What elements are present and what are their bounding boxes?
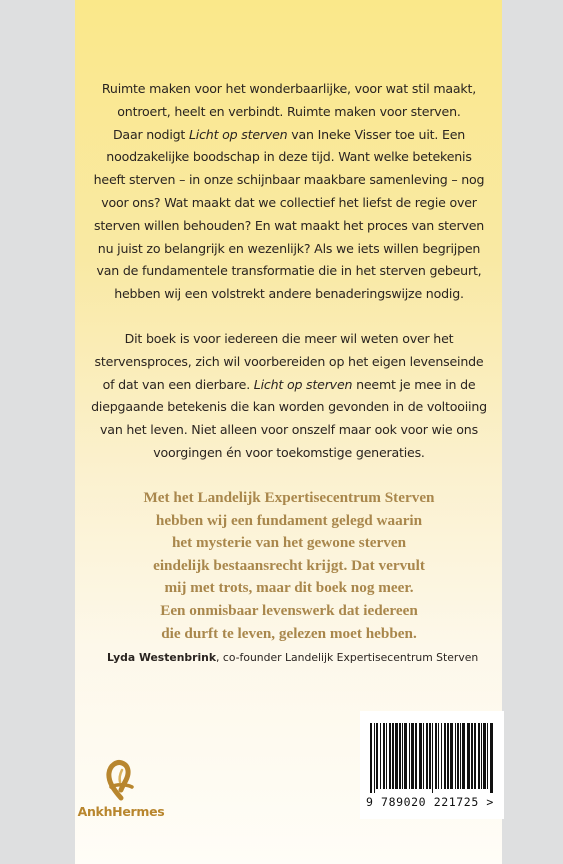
isbn-barcode [360,711,504,819]
blurb-paragraph-2 [78,328,500,465]
blurb-line: ontroert, heelt en verbindt. Ruimte maken voor sterven. [117,103,461,119]
barcode-bar [404,723,407,789]
barcode-bar [395,723,398,789]
barcode-bar [444,723,446,789]
blurb-line: diepgaande betekenis die kan worden gevonden in de voltooiing [91,399,487,415]
blurb-line: nu juist zo belangrijk en wezenlijk? Als we iets willen begrijpen [97,240,481,256]
blurb-line: voorgingen én voor toekomstige generaties. [153,444,425,460]
barcode-bar [467,723,470,789]
barcode-bar [415,723,417,789]
quote-line: Een onmisbaar levenswerk dat iedereen [160,601,418,619]
blurb-text: neemt je mee in de [352,376,476,392]
blurb-line: stervensproces, zich wil voorbereiden op het eigen levenseinde [94,353,484,369]
blurb-line: heeft sterven – in onze schijnbaar maakbare samenleving – nog [93,172,485,188]
barcode-bar [402,723,403,789]
publisher-name: AnkhHermes [77,804,165,819]
blurb-line: Ruimte maken voor het wonderbaarlijke, voor wat stil maakt, [101,81,477,96]
barcode-bar [460,723,461,789]
book-title: Licht op sterven [253,376,353,392]
barcode-bar [376,723,378,789]
barcode-bar [457,723,459,789]
quote-line: die durft te leven, gelezen moet hebben. [161,624,417,642]
attribution-name: Lyda Westenbrink [107,651,217,664]
barcode-bar [432,723,433,793]
blurb-paragraph-1 [78,78,500,306]
barcode-bar [481,723,482,789]
blurb-line: sterven willen behouden? En wat maakt het proces van sterven [93,217,485,233]
barcode-bar [370,723,372,793]
quote-line: Met het Landelijk Expertisecentrum Sterven [143,489,435,506]
barcode-bars [370,723,494,793]
barcode-bar [478,723,480,789]
blurb-line: noodzakelijke boodschap in deze tijd. Want welke betekenis [106,149,472,165]
barcode-bar [435,723,437,789]
quote-line: hebben wij een fundament gelegd waarin [155,511,423,529]
blurb-line [78,124,500,147]
ankh-logo-icon [76,756,166,806]
barcode-bar [399,723,401,789]
barcode-bar [447,723,449,789]
barcode-bar [374,723,375,793]
quote-line: het mysterie van het gewone sterven [171,534,407,552]
blurb-text: of dat van een dierbare. [102,376,254,392]
barcode-bar [411,723,414,789]
blurb-line [78,374,500,397]
endorsement-quote [78,487,500,645]
barcode-bar [450,723,453,789]
attribution-role: , co-founder Landelijk Expertisecentrum Sterven [216,651,479,664]
barcode-bar [380,723,381,789]
publisher-logo [76,756,166,826]
blurb-line: Dit boek is voor iedereen die meer wil weten over het [124,331,454,346]
barcode-bar [389,723,391,789]
quote-line: mij met trots, maar dit boek nog meer. [164,579,414,597]
blurb-text: van Ineke Visser toe uit. Een [287,126,466,142]
blurb-line: hebben wij een volstrekt andere benaderingswijze nodig. [114,286,464,302]
barcode-bar [429,723,431,789]
barcode-bar [438,723,439,789]
barcode-bar [426,723,428,789]
barcode-bar [383,723,385,789]
barcode-bar [455,723,456,789]
blurb-text: Daar nodigt [112,126,189,142]
quote-line: eindelijk bestaansrecht krijgt. Dat vervult [153,556,425,574]
barcode-bar [419,723,422,789]
blurb-line: van de fundamentele transformatie die in het sterven gebeurt, [96,263,482,279]
barcode-bar [490,723,493,793]
barcode-bar [462,723,465,789]
barcode-bar [441,723,442,789]
barcode-bar [474,723,476,789]
barcode-bar [392,723,394,789]
barcode-bar [487,723,488,789]
book-title: Licht op sterven [188,126,288,142]
isbn-number: 9 789020 221725 > [366,795,494,809]
barcode-bar [423,723,424,789]
barcode-bar [483,723,486,789]
barcode-bar [471,723,473,789]
barcode-bar [409,723,410,789]
barcode-bar [386,723,387,789]
blurb-line: van het leven. Niet alleen voor onszelf maar ook voor wie ons [100,422,478,438]
blurb-line: voor ons? Wat maakt dat we collectief het liefst de regie over [101,194,477,210]
quote-attribution [107,651,487,664]
